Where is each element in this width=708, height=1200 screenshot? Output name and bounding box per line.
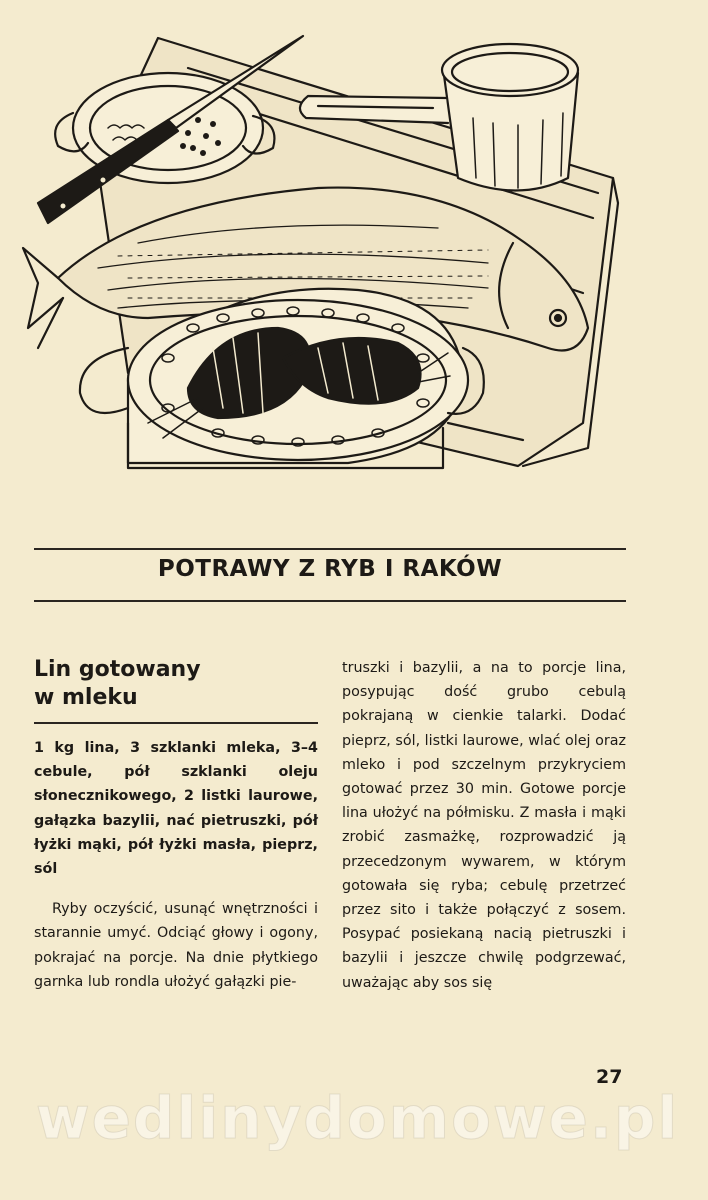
top-rule: [34, 548, 626, 550]
ingredients-list: 1 kg lina, 3 szklanki mleka, 3–4 cebule, pół szklanki oleju słonecznikowego, 2 listki laurowe, gałązka bazylii, nać pietruszki, pół łyżki mąki, pół łyżki masła, pieprz, sól: [34, 740, 318, 878]
recipe-title: [34, 656, 318, 712]
page-number: 27: [596, 1066, 623, 1088]
watermark: wedlinydomowe.pl: [36, 1084, 680, 1152]
recipe-title-rule: [34, 722, 318, 724]
instructions-left: Ryby oczyścić, usunąć wnętrzności i starannie umyć. Odciąć głowy i ogony, pokrajać na porcje. Na dnie płytkiego garnka lub rondla ułożyć gałązki pie-: [34, 901, 318, 990]
instructions-right: truszki i bazylii, a na to porcje lina, posypując dość grubo cebulą pokrajaną w cienkie talarki. Dodać pieprz, sól, listki laurowe, wlać olej oraz mleko i pod szczelnym przykryciem gotować przez 30 min. Gotowe porcje lina ułożyć na półmisku. Z masła i mąki zrobić zasmażkę, rozprowadzić ją przecedzonym wywarem, w którym gotowała się ryba; cebulę przetrzeć przez sito i także połączyć z sosem. Posypać posiekaną nacią pietruszki i bazylii i jeszcze chwilę podgrzewać, uważając aby sos się: [342, 660, 626, 991]
recipe-title-line2: w mleku: [34, 685, 138, 710]
fish-and-crayfish-illustration: [18, 28, 628, 478]
bottom-rule: [34, 600, 626, 602]
section-title: POTRAWY Z RYB I RAKÓW: [157, 556, 503, 582]
left-column: [34, 656, 318, 994]
right-column: [342, 656, 626, 995]
recipe-title-line1: Lin gotowany: [34, 657, 201, 682]
